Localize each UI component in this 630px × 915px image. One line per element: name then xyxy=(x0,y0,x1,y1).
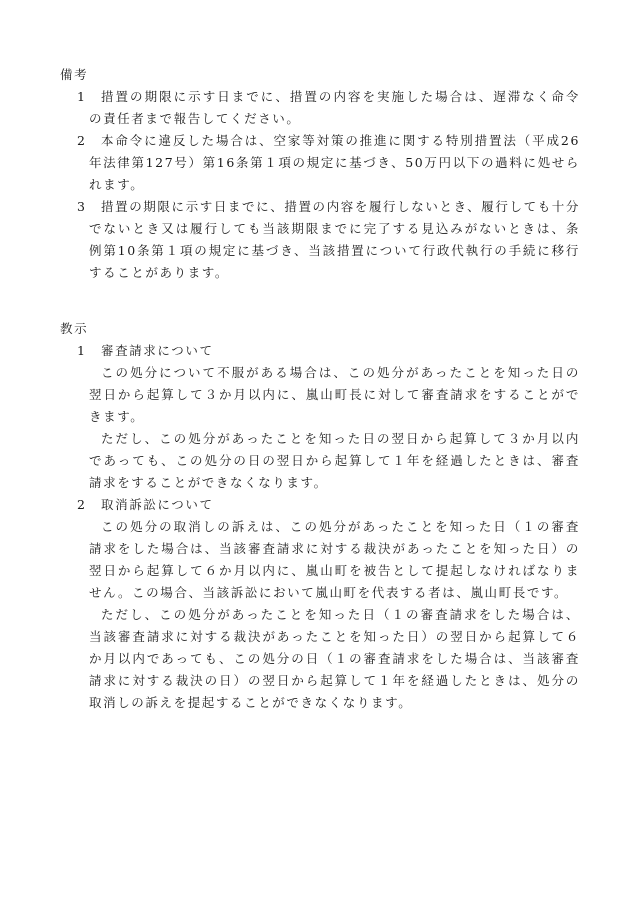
instruction-item-number: 1 xyxy=(77,343,87,358)
instruction-paragraph: ただし、この処分があったことを知った日の翌日から起算して３か月以内であっても、この処分の日の翌日から起算して１年を経過したときは、審査請求をすることができなくなります。 xyxy=(89,431,580,490)
remarks-item-text: 措置の期限に示す日までに、措置の内容を実施した場合は、遅滞なく命令の責任者まで報告してください。 xyxy=(89,89,580,126)
instruction-item-title: 取消訴訟について xyxy=(101,497,214,512)
instruction-paragraph: この処分の取消しの訴えは、この処分があったことを知った日（１の審査請求をした場合は、当該審査請求に対する裁決があったことを知った日）の翌日から起算して６か月以内に、嵐山町を被告として提起しなければなりません。この場合、当該訴訟において嵐山町を代表する者は、嵐山町長です。 xyxy=(89,519,580,600)
remarks-item-text: 措置の期限に示す日までに、措置の内容を履行しないとき、履行しても十分でないとき又は履行しても当該期限までに完了する見込みがないときは、条例第10条第１項の規定に基づき、当該措置について行政代執行の手続に移行することがあります。 xyxy=(89,199,580,280)
remarks-item xyxy=(60,86,580,130)
instruction-paragraph: この処分について不服がある場合は、この処分があったことを知った日の翌日から起算して３か月以内に、嵐山町長に対して審査請求をすることができます。 xyxy=(89,365,580,424)
instruction-item xyxy=(60,494,580,714)
remarks-item-number: 2 xyxy=(77,133,87,148)
remarks-item xyxy=(60,196,580,284)
instruction-section xyxy=(60,318,580,714)
remarks-heading: 備考 xyxy=(60,67,89,82)
remarks-item-number: 1 xyxy=(77,89,87,104)
remarks-item-number: 3 xyxy=(77,199,87,214)
remarks-item xyxy=(60,130,580,196)
remarks-section xyxy=(60,64,580,284)
instruction-item-title: 審査請求について xyxy=(101,343,214,358)
instruction-paragraph: ただし、この処分があったことを知った日（１の審査請求をした場合は、当該審査請求に対する裁決があったことを知った日）の翌日から起算して６か月以内であっても、この処分の日（１の審査請求をした場合は、当該審査請求に対する裁決の日）の翌日から起算して１年を経過したときは、処分の取消しの訴えを提起することができなくなります。 xyxy=(89,607,580,710)
instruction-item xyxy=(60,340,580,494)
instruction-heading: 教示 xyxy=(60,321,89,336)
instruction-item-number: 2 xyxy=(77,497,87,512)
remarks-item-text: 本命令に違反した場合は、空家等対策の推進に関する特別措置法（平成26年法律第127号）第16条第１項の規定に基づき、50万円以下の過料に処せられます。 xyxy=(89,133,580,192)
